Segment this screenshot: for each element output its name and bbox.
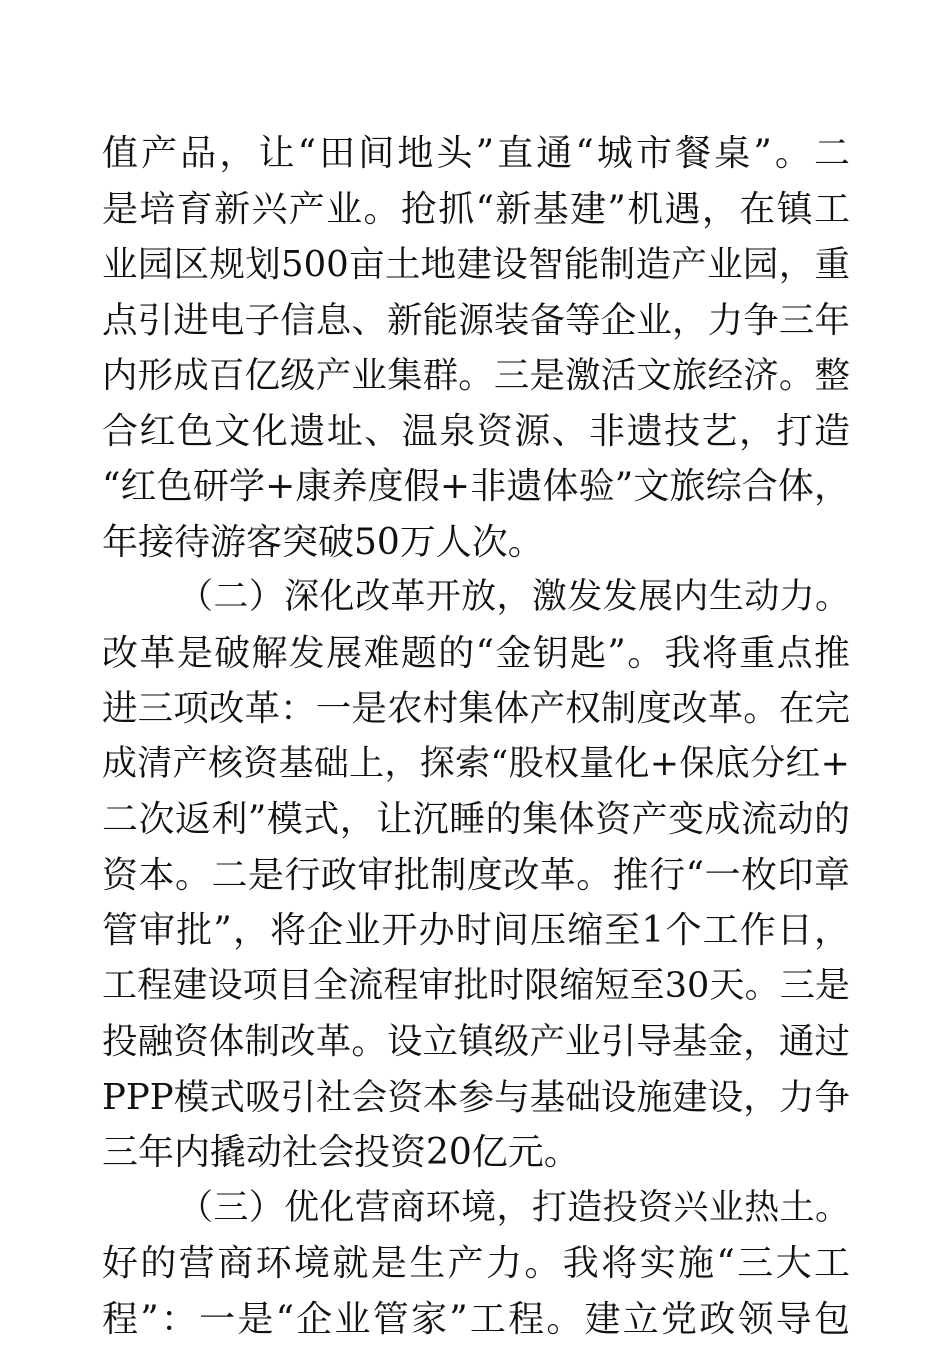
body-text — [102, 126, 850, 1347]
text-line: 三年内撬动社会投资20亿元。 — [102, 1125, 850, 1181]
text-line: 资本。二是行政审批制度改革。推行“一枚印章 — [102, 848, 850, 904]
section-heading: （三）优化营商环境，打造投资兴业热土。 — [102, 1181, 850, 1237]
text-line: 进三项改革：一是农村集体产权制度改革。在完 — [102, 681, 850, 737]
text-line: 好的营商环境就是生产力。我将实施“三大工 — [102, 1236, 850, 1292]
text-line: 成清产核资基础上，探索“股权量化+保底分红+ — [102, 737, 850, 793]
text-line: 年接待游客突破50万人次。 — [102, 515, 850, 571]
text-line: PPP模式吸引社会资本参与基础设施建设，力争 — [102, 1070, 850, 1126]
text-line: 内形成百亿级产业集群。三是激活文旅经济。整 — [102, 348, 850, 404]
text-line: “红色研学+康养度假+非遗体验”文旅综合体， — [102, 459, 850, 515]
text-line: 业园区规划500亩土地建设智能制造产业园，重 — [102, 237, 850, 293]
text-line: 投融资体制改革。设立镇级产业引导基金，通过 — [102, 1014, 850, 1070]
text-line: 程”：一是“企业管家”工程。建立党政领导包 — [102, 1292, 850, 1347]
section-heading: （二）深化改革开放，激发发展内生动力。 — [102, 570, 850, 626]
text-line: 合红色文化遗址、温泉资源、非遗技艺，打造 — [102, 404, 850, 460]
text-line: 二次返利”模式，让沉睡的集体资产变成流动的 — [102, 792, 850, 848]
text-line: 工程建设项目全流程审批时限缩短至30天。三是 — [102, 959, 850, 1015]
text-line: 是培育新兴产业。抢抓“新基建”机遇，在镇工 — [102, 182, 850, 238]
text-line: 值产品，让“田间地头”直通“城市餐桌”。二 — [102, 126, 850, 182]
text-line: 管审批”，将企业开办时间压缩至1个工作日， — [102, 903, 850, 959]
text-line: 改革是破解发展难题的“金钥匙”。我将重点推 — [102, 626, 850, 682]
text-line: 点引进电子信息、新能源装备等企业，力争三年 — [102, 293, 850, 349]
